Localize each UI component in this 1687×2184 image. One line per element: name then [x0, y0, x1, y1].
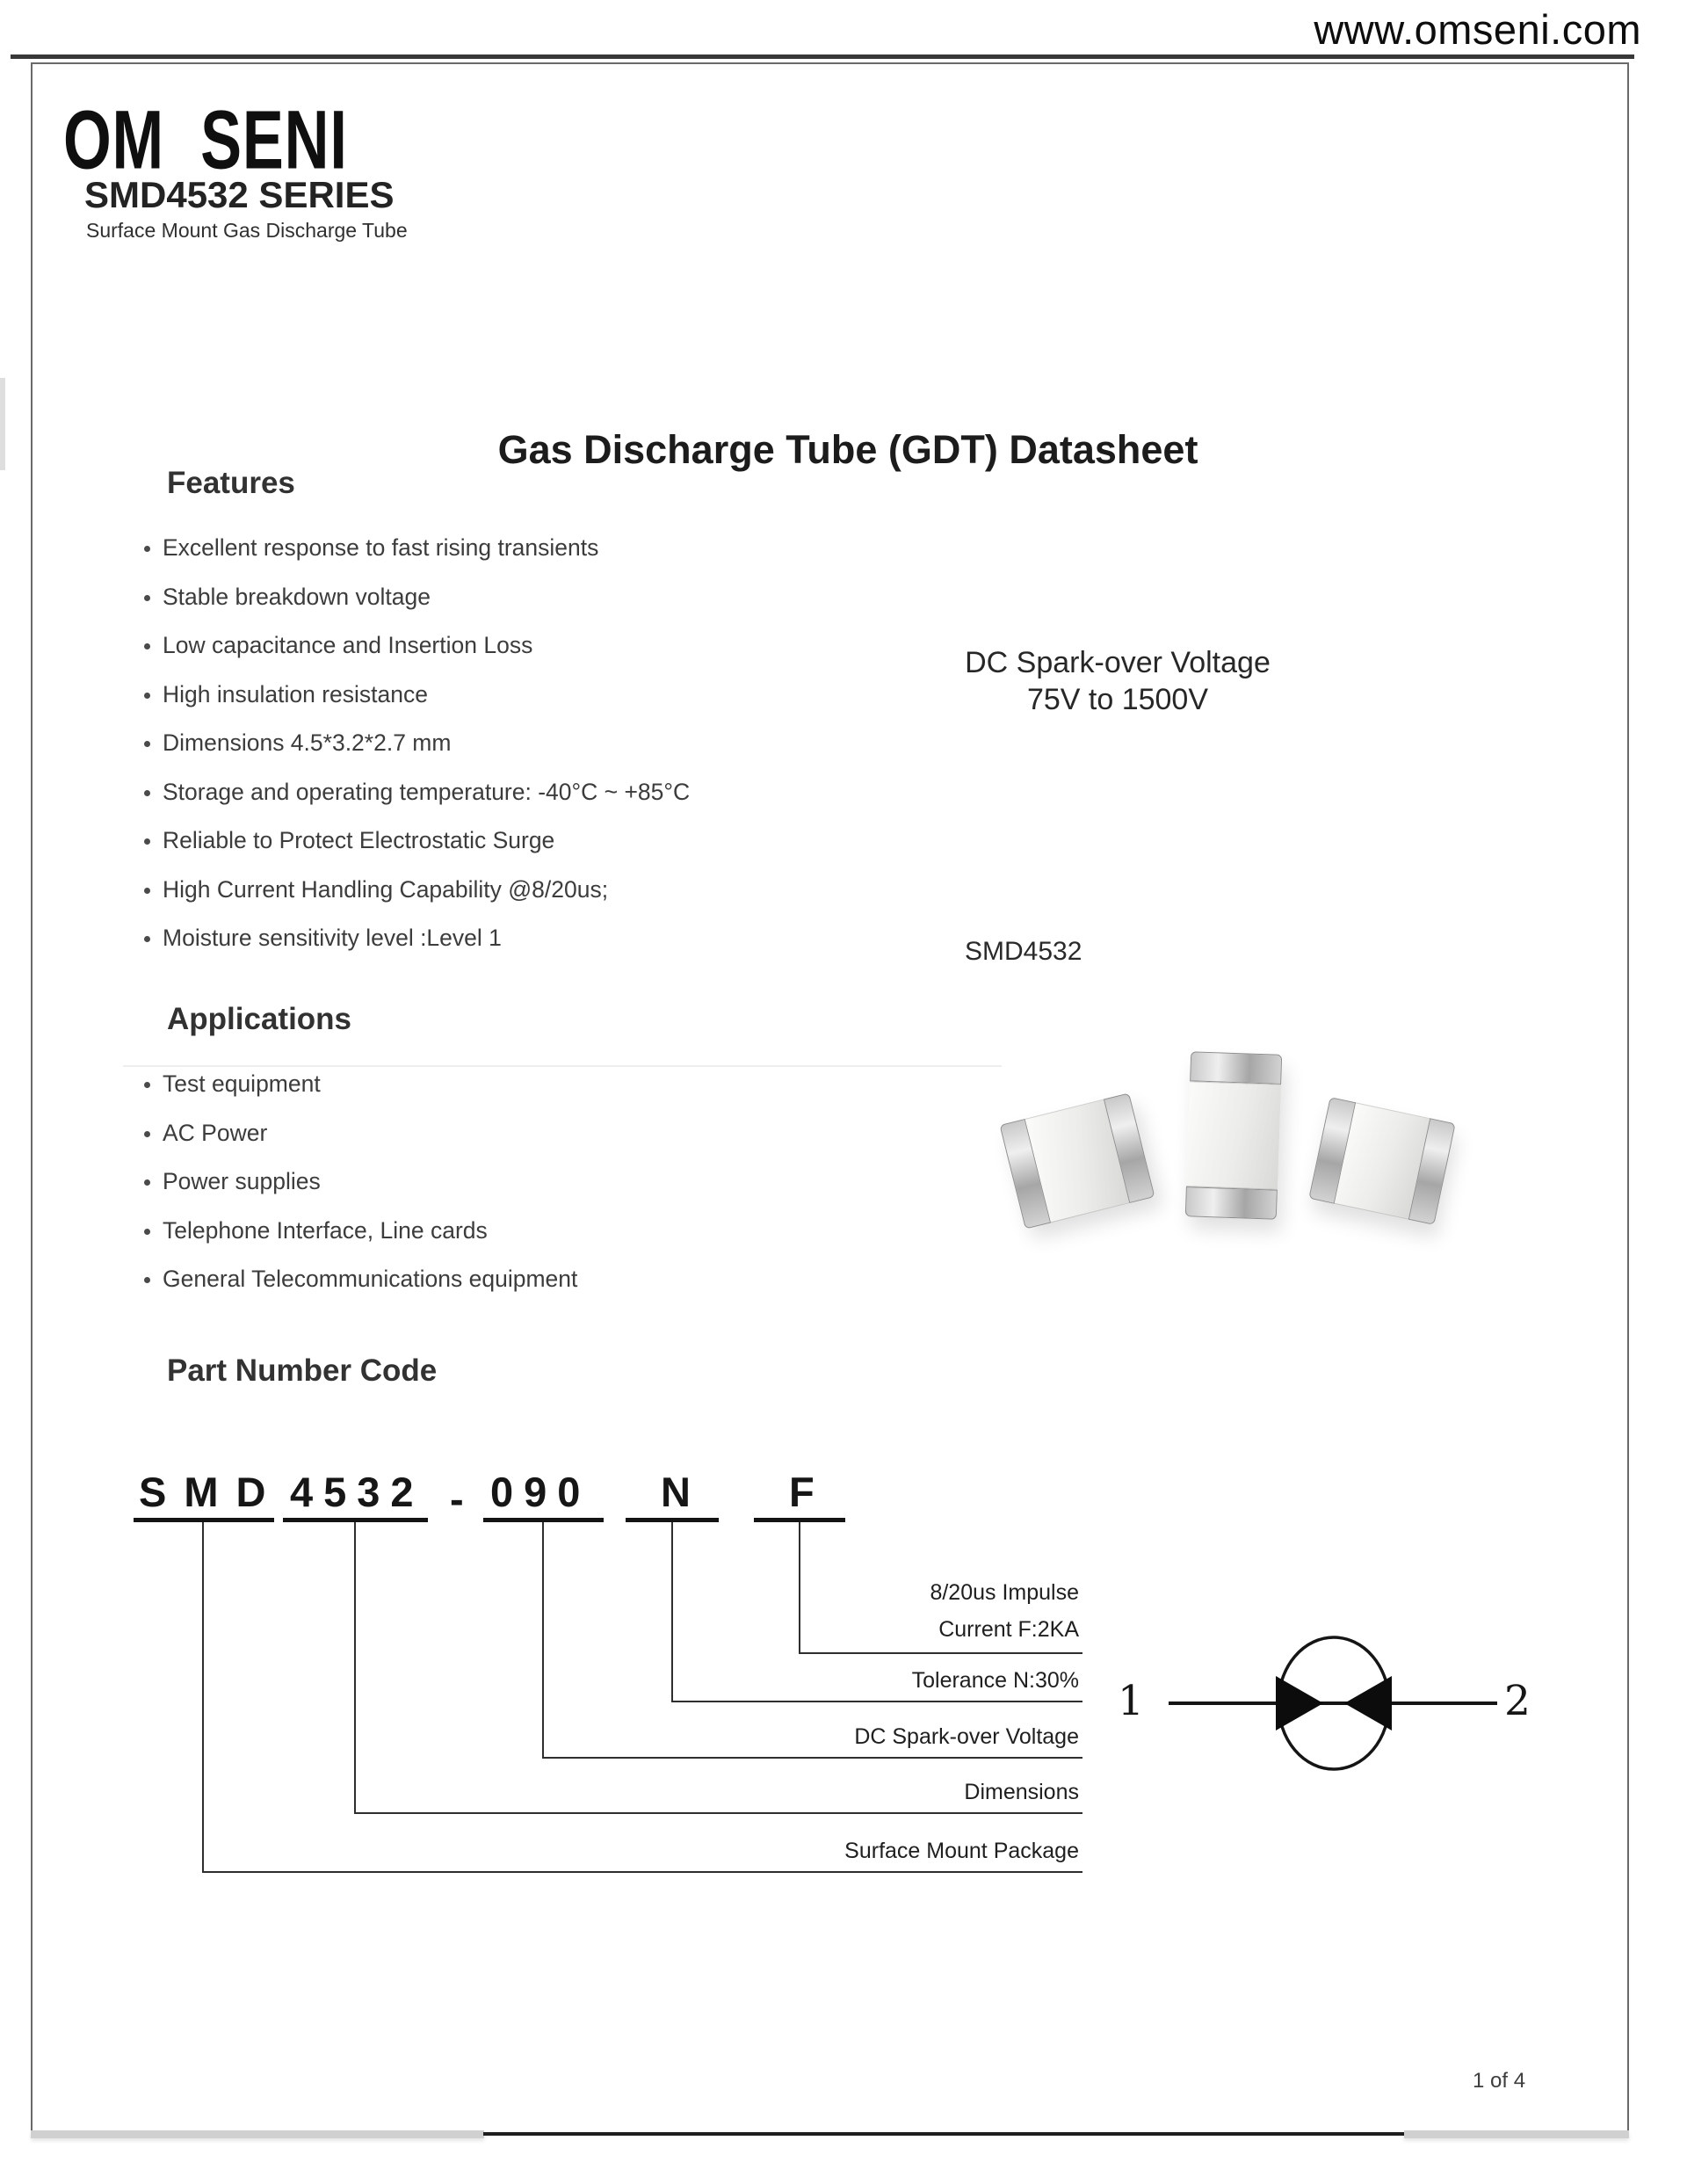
decode-connector-line — [542, 1522, 544, 1757]
bullet-dot-icon — [144, 595, 150, 601]
bottom-border-left — [31, 2130, 484, 2138]
decode-label-line — [799, 1652, 1082, 1654]
part-number-code-heading: Part Number Code — [167, 1353, 438, 1388]
feature-text: Dimensions 4.5*3.2*2.7 mm — [163, 729, 452, 756]
bullet-dot-icon — [144, 888, 150, 894]
bullet-dot-icon — [144, 1229, 150, 1235]
application-item — [144, 1070, 577, 1120]
decode-label-tolerance: Tolerance N:30% — [911, 1668, 1079, 1693]
bullet-dot-icon — [144, 1179, 150, 1186]
part-segment-voltage: 090 — [490, 1469, 591, 1515]
left-edge-artifact — [0, 378, 5, 470]
applications-heading: Applications — [167, 1002, 352, 1036]
voltage-highlight-line2: 75V to 1500V — [1026, 683, 1209, 716]
feature-text: Storage and operating temperature: -40°C ~ +85°C — [163, 778, 691, 805]
applications-list — [144, 1070, 577, 1315]
decode-label-package: Surface Mount Package — [844, 1839, 1079, 1863]
gdt-circuit-symbol — [1104, 1626, 1560, 1784]
decode-connector-line — [799, 1522, 800, 1652]
feature-text: High Current Handling Capability @8/20us; — [163, 875, 609, 903]
company-logo: OM SENI — [63, 92, 348, 186]
application-text: Power supplies — [163, 1168, 321, 1194]
decode-label-line — [542, 1757, 1082, 1759]
website-url[interactable]: www.omseni.com — [1314, 6, 1641, 53]
bullet-dot-icon — [144, 838, 150, 845]
bullet-dot-icon — [144, 741, 150, 747]
series-subtitle: Surface Mount Gas Discharge Tube — [86, 219, 408, 242]
application-text: General Telecommunications equipment — [163, 1266, 578, 1292]
applications-divider — [123, 1065, 1002, 1067]
feature-text: Moisture sensitivity level :Level 1 — [163, 925, 502, 951]
application-text: AC Power — [163, 1119, 268, 1146]
segment-underline — [134, 1518, 274, 1522]
application-text: Telephone Interface, Line cards — [163, 1216, 488, 1244]
feature-item — [144, 876, 690, 925]
part-segment-tolerance: N — [661, 1469, 691, 1515]
decode-label-voltage: DC Spark-over Voltage — [854, 1724, 1079, 1749]
series-title: SMD4532 SERIES — [84, 174, 395, 215]
feature-text: Low capacitance and Insertion Loss — [163, 632, 533, 658]
features-list — [144, 534, 690, 974]
application-text: Test equipment — [163, 1070, 321, 1097]
feature-item — [144, 827, 690, 876]
symbol-pin-1: 1 — [1118, 1677, 1144, 1725]
feature-text: High insulation resistance — [163, 680, 428, 707]
bullet-dot-icon — [144, 936, 150, 942]
part-segment-dash: - — [450, 1476, 464, 1522]
feature-item — [144, 681, 690, 730]
top-rule — [11, 54, 1634, 59]
feature-item — [144, 925, 690, 974]
gdt-component-left — [1000, 1092, 1155, 1229]
voltage-highlight — [965, 644, 1271, 718]
decode-label-impulse-line1: 8/20us Impulse — [930, 1580, 1079, 1605]
page-number: 1 of 4 — [1473, 2069, 1526, 2093]
feature-item — [144, 779, 690, 828]
application-item — [144, 1217, 577, 1266]
bullet-dot-icon — [144, 790, 150, 796]
bullet-dot-icon — [144, 1131, 150, 1137]
application-item — [144, 1168, 577, 1217]
page-title: Gas Discharge Tube (GDT) Datasheet — [497, 427, 1198, 472]
feature-item — [144, 534, 690, 584]
bullet-dot-icon — [144, 546, 150, 552]
bottom-border-center — [483, 2132, 1405, 2136]
symbol-pin-2: 2 — [1504, 1677, 1531, 1725]
application-item — [144, 1266, 577, 1315]
component-end-cap — [1185, 1186, 1278, 1220]
feature-text: Stable breakdown voltage — [163, 583, 431, 610]
feature-item — [144, 584, 690, 633]
bottom-border-right — [1404, 2130, 1629, 2138]
decode-connector-line — [671, 1522, 673, 1701]
part-segment-dimensions: 4532 — [290, 1469, 424, 1515]
component-end-cap — [1190, 1051, 1282, 1085]
decode-label-line — [202, 1871, 1082, 1873]
bullet-dot-icon — [144, 693, 150, 699]
feature-item — [144, 729, 690, 779]
voltage-highlight-line1: DC Spark-over Voltage — [965, 646, 1271, 679]
feature-item — [144, 632, 690, 681]
decode-label-impulse-line2: Current F:2KA — [938, 1617, 1079, 1642]
decode-connector-line — [354, 1522, 356, 1812]
part-segment-impulse: F — [789, 1469, 815, 1515]
feature-text: Reliable to Protect Electrostatic Surge — [163, 827, 555, 853]
bullet-dot-icon — [144, 1277, 150, 1283]
application-item — [144, 1120, 577, 1169]
bullet-dot-icon — [144, 1082, 150, 1088]
bullet-dot-icon — [144, 643, 150, 649]
feature-text: Excellent response to fast rising transients — [163, 534, 599, 561]
decode-connector-line — [202, 1522, 204, 1871]
gdt-component-right — [1308, 1097, 1455, 1225]
features-heading: Features — [167, 466, 295, 500]
decode-label-dimensions: Dimensions — [964, 1780, 1079, 1804]
part-segment-package: SMD — [139, 1469, 284, 1515]
decode-label-line — [671, 1701, 1082, 1702]
product-photo-label: SMD4532 — [965, 937, 1082, 966]
product-photo — [949, 1011, 1564, 1274]
decode-label-line — [354, 1812, 1082, 1814]
component-ceramic-body — [1186, 1081, 1281, 1190]
gdt-component-middle — [1185, 1051, 1282, 1220]
